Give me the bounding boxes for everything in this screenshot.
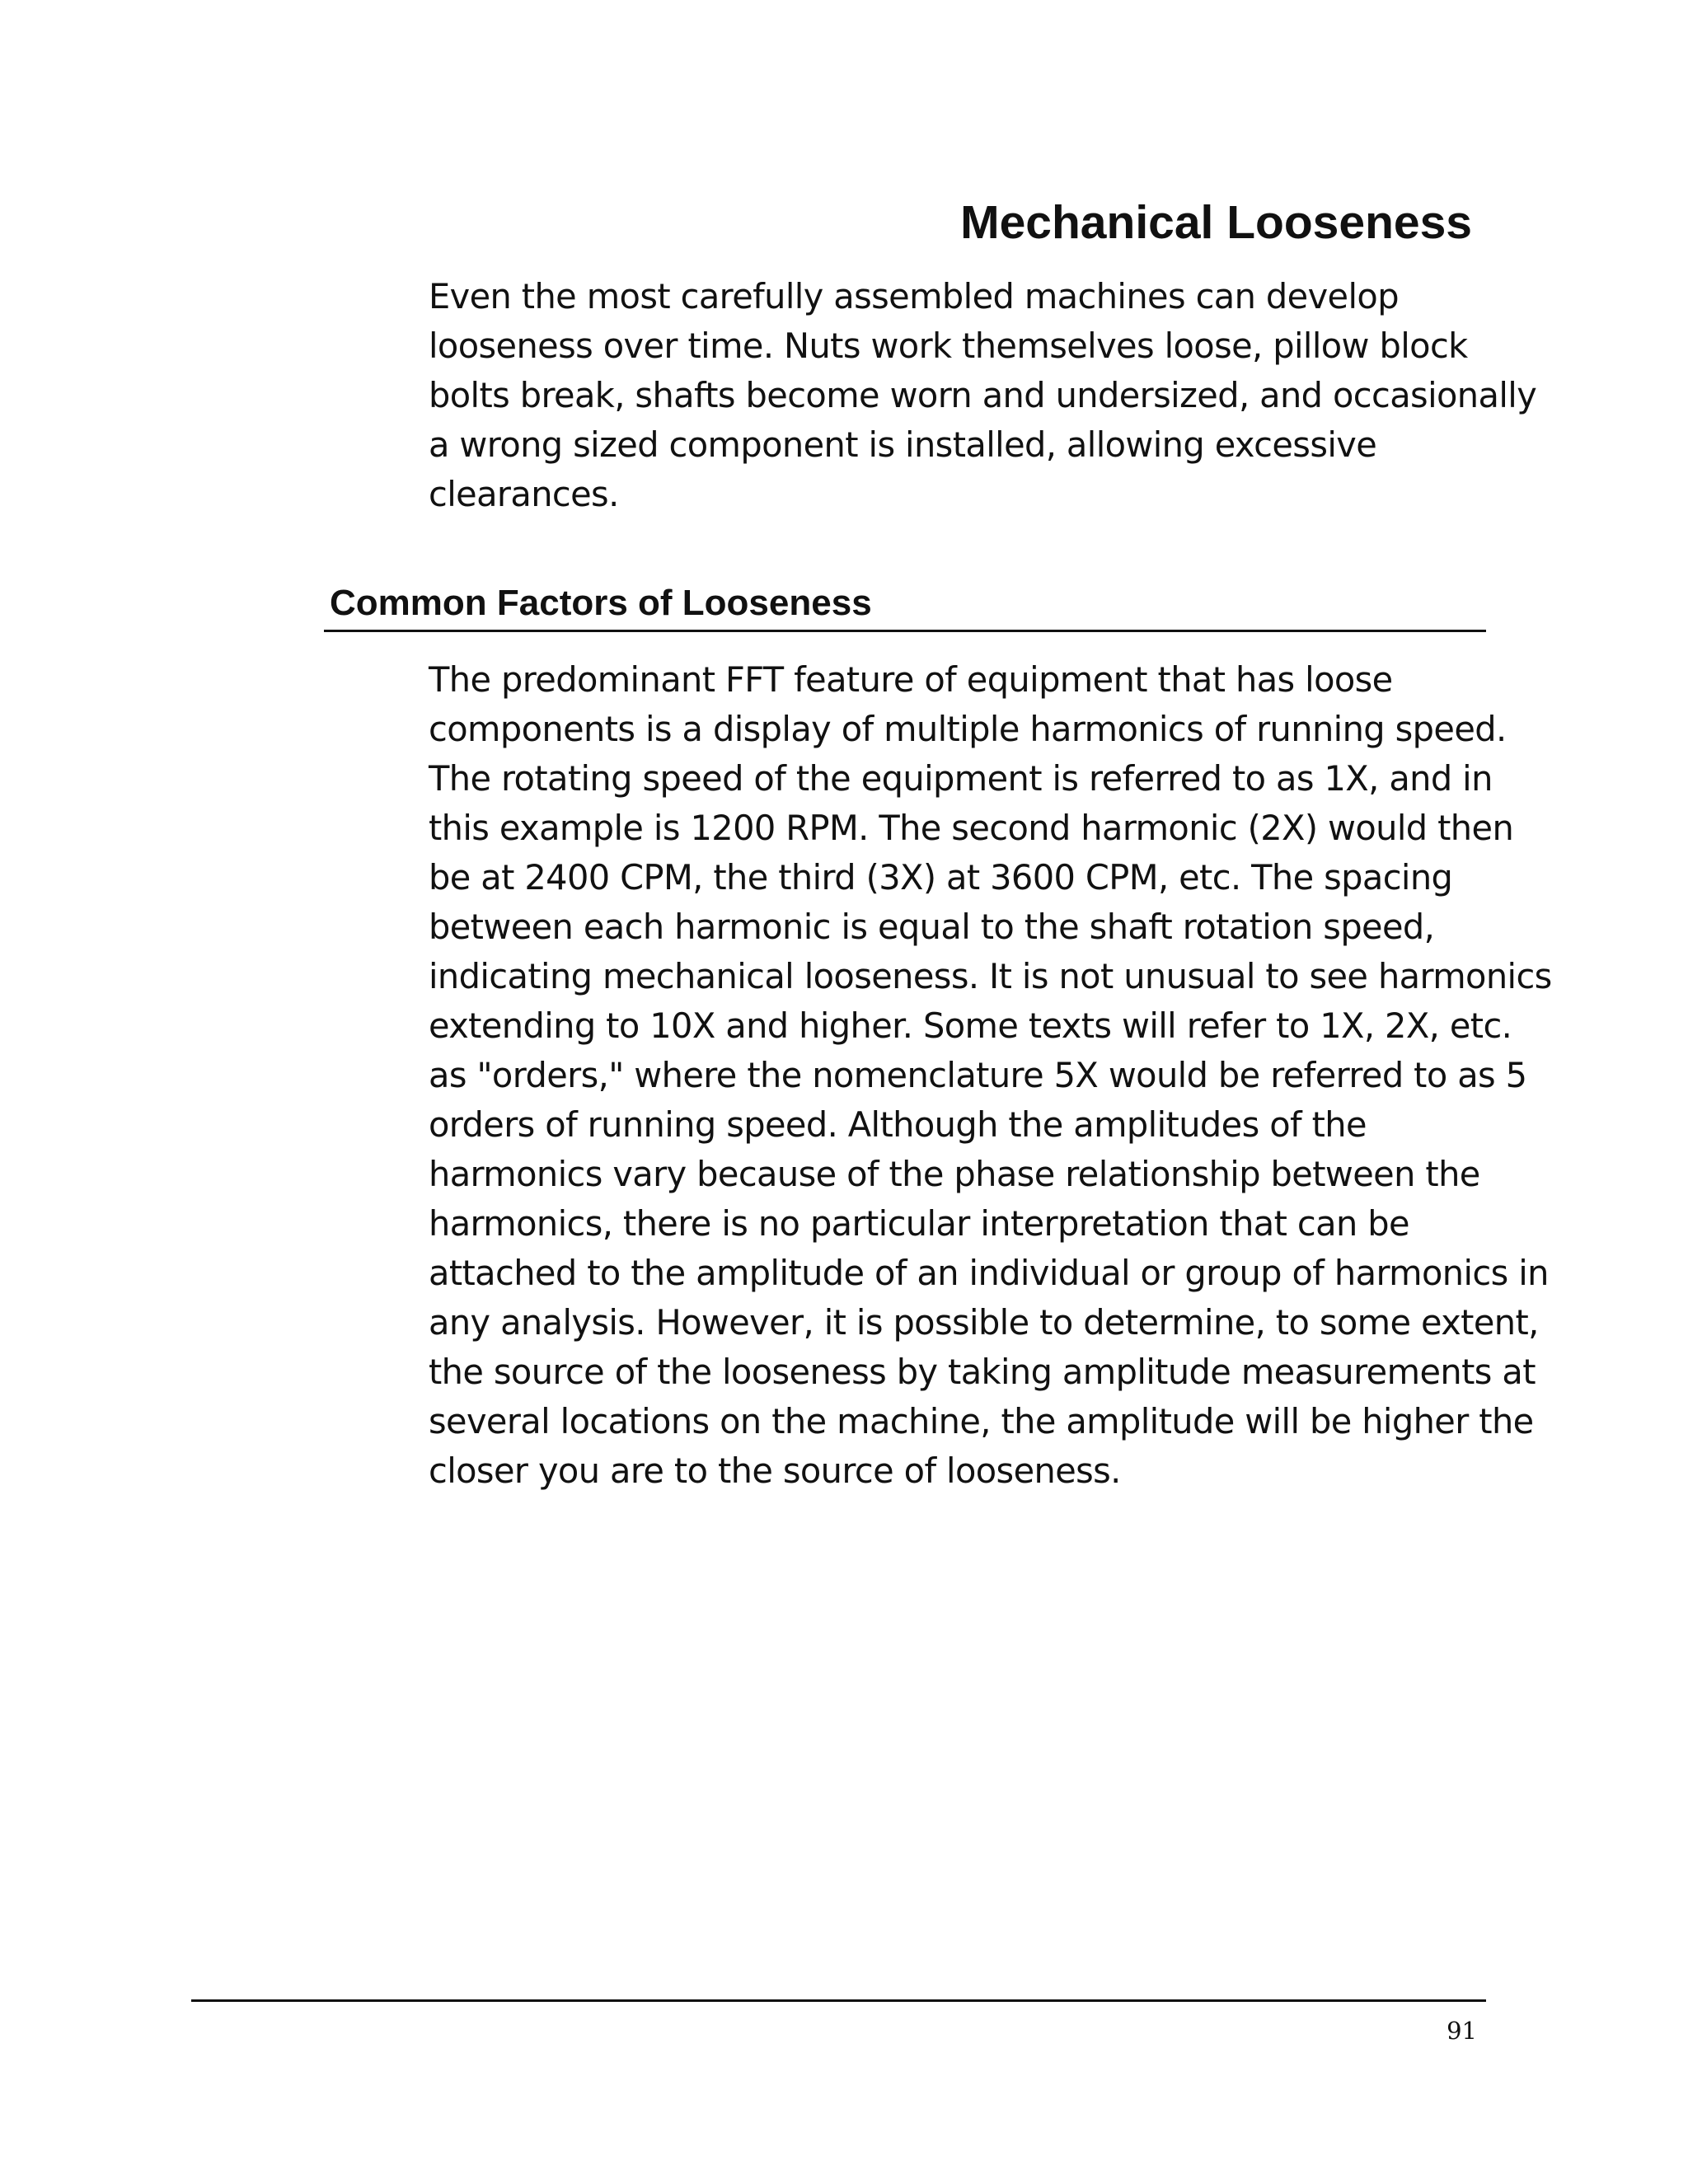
section-heading-rule bbox=[324, 630, 1486, 632]
paragraph-line: harmonics vary because of the phase relationship between the bbox=[429, 1154, 1480, 1194]
paragraph-line: indicating mechanical looseness. It is not unusual to see harmonics bbox=[429, 956, 1552, 996]
paragraph-line: bolts break, shafts become worn and undersized, and occasionally bbox=[429, 375, 1537, 415]
paragraph-line: Even the most carefully assembled machines can develop bbox=[429, 276, 1399, 316]
paragraph-line: The rotating speed of the equipment is referred to as 1X, and in bbox=[429, 758, 1493, 799]
paragraph-line: be at 2400 CPM, the third (3X) at 3600 CPM, etc. The spacing bbox=[429, 857, 1453, 898]
paragraph-line: closer you are to the source of looseness. bbox=[429, 1451, 1121, 1491]
paragraph-line: this example is 1200 RPM. The second harmonic (2X) would then bbox=[429, 808, 1514, 848]
paragraph-line: attached to the amplitude of an individual or group of harmonics in bbox=[429, 1253, 1549, 1293]
section-body-paragraph bbox=[429, 655, 1552, 1496]
paragraph-line: harmonics, there is no particular interpretation that can be bbox=[429, 1203, 1409, 1244]
intro-paragraph bbox=[429, 272, 1537, 519]
paragraph-line: clearances. bbox=[429, 474, 619, 514]
footer-rule bbox=[191, 1999, 1486, 2002]
paragraph-line: several locations on the machine, the amplitude will be higher the bbox=[429, 1401, 1534, 1441]
paragraph-line: a wrong sized component is installed, allowing excessive bbox=[429, 424, 1377, 465]
paragraph-line: the source of the looseness by taking amplitude measurements at bbox=[429, 1352, 1536, 1392]
section-heading: Common Factors of Looseness bbox=[330, 583, 872, 623]
page-number: 91 bbox=[1447, 2017, 1477, 2045]
paragraph-line: extending to 10X and higher. Some texts will refer to 1X, 2X, etc. bbox=[429, 1005, 1512, 1046]
paragraph-line: components is a display of multiple harmonics of running speed. bbox=[429, 709, 1507, 749]
paragraph-line: The predominant FFT feature of equipment that has loose bbox=[429, 659, 1393, 700]
paragraph-line: looseness over time. Nuts work themselves loose, pillow block bbox=[429, 326, 1468, 366]
paragraph-line: any analysis. However, it is possible to determine, to some extent, bbox=[429, 1302, 1539, 1343]
paragraph-line: orders of running speed. Although the amplitudes of the bbox=[429, 1104, 1367, 1145]
paragraph-line: as "orders," where the nomenclature 5X would be referred to as 5 bbox=[429, 1055, 1527, 1095]
page-title: Mechanical Looseness bbox=[960, 196, 1472, 249]
paragraph-line: between each harmonic is equal to the shaft rotation speed, bbox=[429, 907, 1435, 947]
